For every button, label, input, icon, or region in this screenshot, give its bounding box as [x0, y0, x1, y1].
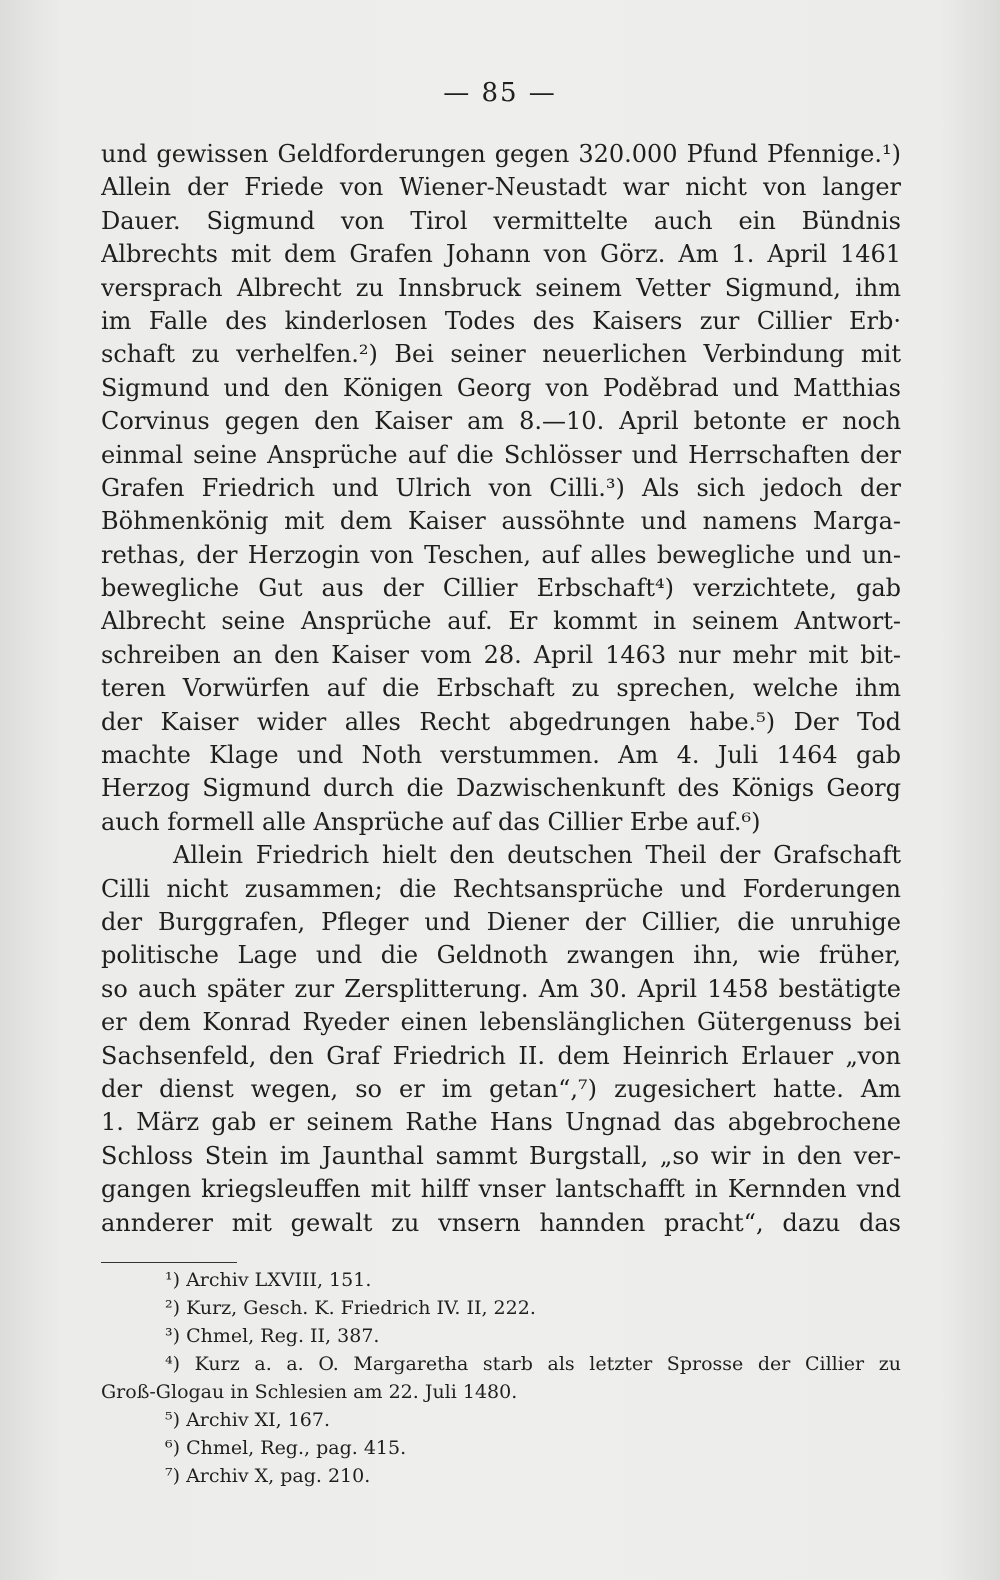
body-line: rethas, der Herzogin von Teschen, auf alles bewegliche und un- — [101, 540, 901, 569]
body-line: bewegliche Gut aus der Cillier Erbschaft⁴) verzichtete, gab — [101, 574, 901, 603]
footnote: ²) Kurz, Gesch. K. Friedrich IV. II, 222. — [165, 1297, 536, 1319]
footnote: ¹) Archiv LXVIII, 151. — [165, 1269, 372, 1291]
body-line: Grafen Friedrich und Ulrich von Cilli.³) Als sich jedoch der — [101, 473, 901, 502]
body-line: Dauer. Sigmund von Tirol vermittelte auch ein Bündnis — [101, 206, 901, 235]
footnote: ⁶) Chmel, Reg., pag. 415. — [165, 1437, 407, 1459]
body-line: Corvinus gegen den Kaiser am 8.—10. April betonte er noch — [101, 407, 901, 436]
body-line: annderer mit gewalt zu vnsern hannden pracht“, dazu das — [101, 1208, 901, 1237]
body-line: politische Lage und die Geldnoth zwangen ihn, wie früher, — [101, 941, 901, 970]
body-line: Albrecht seine Ansprüche auf. Er kommt in seinem Antwort- — [101, 607, 901, 636]
body-text — [101, 138, 901, 1240]
footnote-continuation: Groß-Glogau in Schlesien am 22. Juli 1480. — [101, 1381, 518, 1403]
body-line: im Falle des kinderlosen Todes des Kaisers zur Cillier Erb· — [101, 306, 901, 335]
body-line: Cilli nicht zusammen; die Rechtsansprüche und Forderungen — [101, 874, 901, 903]
body-line: Schloss Stein im Jaunthal sammt Burgstall, „so wir in den ver- — [101, 1141, 901, 1170]
body-line: Allein der Friede von Wiener-Neustadt war nicht von langer — [101, 173, 901, 202]
paragraph-start-line: Allein Friedrich hielt den deutschen Theil der Grafschaft — [173, 841, 901, 870]
body-line: Albrechts mit dem Grafen Johann von Görz. Am 1. April 1461 — [101, 240, 901, 269]
footnote: ⁷) Archiv X, pag. 210. — [165, 1465, 371, 1487]
footnote: ⁵) Archiv XI, 167. — [165, 1409, 331, 1431]
footnote: ⁴) Kurz a. a. O. Margaretha starb als letzter Sprosse der Cillier zu — [165, 1353, 901, 1375]
body-line: und gewissen Geldforderungen gegen 320.000 Pfund Pfennige.¹) — [101, 140, 901, 168]
body-line: der dienst wegen, so er im getan“,⁷) zugesichert hatte. Am — [101, 1074, 901, 1103]
footnote-divider — [101, 1262, 237, 1263]
body-line: so auch später zur Zersplitterung. Am 30. April 1458 bestätigte — [101, 974, 901, 1003]
footnote: ³) Chmel, Reg. II, 387. — [165, 1325, 380, 1347]
body-line: teren Vorwürfen auf die Erbschaft zu sprechen, welche ihm — [101, 674, 901, 703]
body-line: Sachsenfeld, den Graf Friedrich II. dem Heinrich Erlauer „von — [101, 1041, 901, 1070]
body-line: schreiben an den Kaiser vom 28. April 1463 nur mehr mit bit- — [101, 640, 901, 669]
paragraph-end-line: auch formell alle Ansprüche auf das Cillier Erbe auf.⁶) — [101, 807, 761, 836]
body-line: der Burggrafen, Pfleger und Diener der Cillier, die unruhige — [101, 907, 901, 936]
footnotes — [101, 1266, 901, 1490]
body-line: Herzog Sigmund durch die Dazwischenkunft des Königs Georg — [101, 774, 901, 803]
body-line: machte Klage und Noth verstummen. Am 4. Juli 1464 gab — [101, 741, 901, 770]
body-line: einmal seine Ansprüche auf die Schlösser und Herrschaften der — [101, 440, 901, 469]
body-line: 1. März gab er seinem Rathe Hans Ungnad das abgebrochene — [101, 1108, 901, 1137]
body-line: der Kaiser wider alles Recht abgedrungen habe.⁵) Der Tod — [101, 707, 901, 736]
body-line: gangen kriegsleuffen mit hilff vnser lantschafft in Kernnden vnd — [101, 1175, 901, 1204]
body-line: Böhmenkönig mit dem Kaiser aussöhnte und namens Marga- — [101, 507, 901, 536]
body-line: Sigmund und den Königen Georg von Poděbrad und Matthias — [101, 373, 901, 402]
body-line: schaft zu verhelfen.²) Bei seiner neuerlichen Verbindung mit — [101, 340, 901, 369]
body-line: versprach Albrecht zu Innsbruck seinem Vetter Sigmund, ihm — [101, 273, 901, 302]
page-number: — 85 — — [443, 78, 557, 108]
body-line: er dem Konrad Ryeder einen lebenslänglichen Gütergenuss bei — [101, 1008, 901, 1037]
